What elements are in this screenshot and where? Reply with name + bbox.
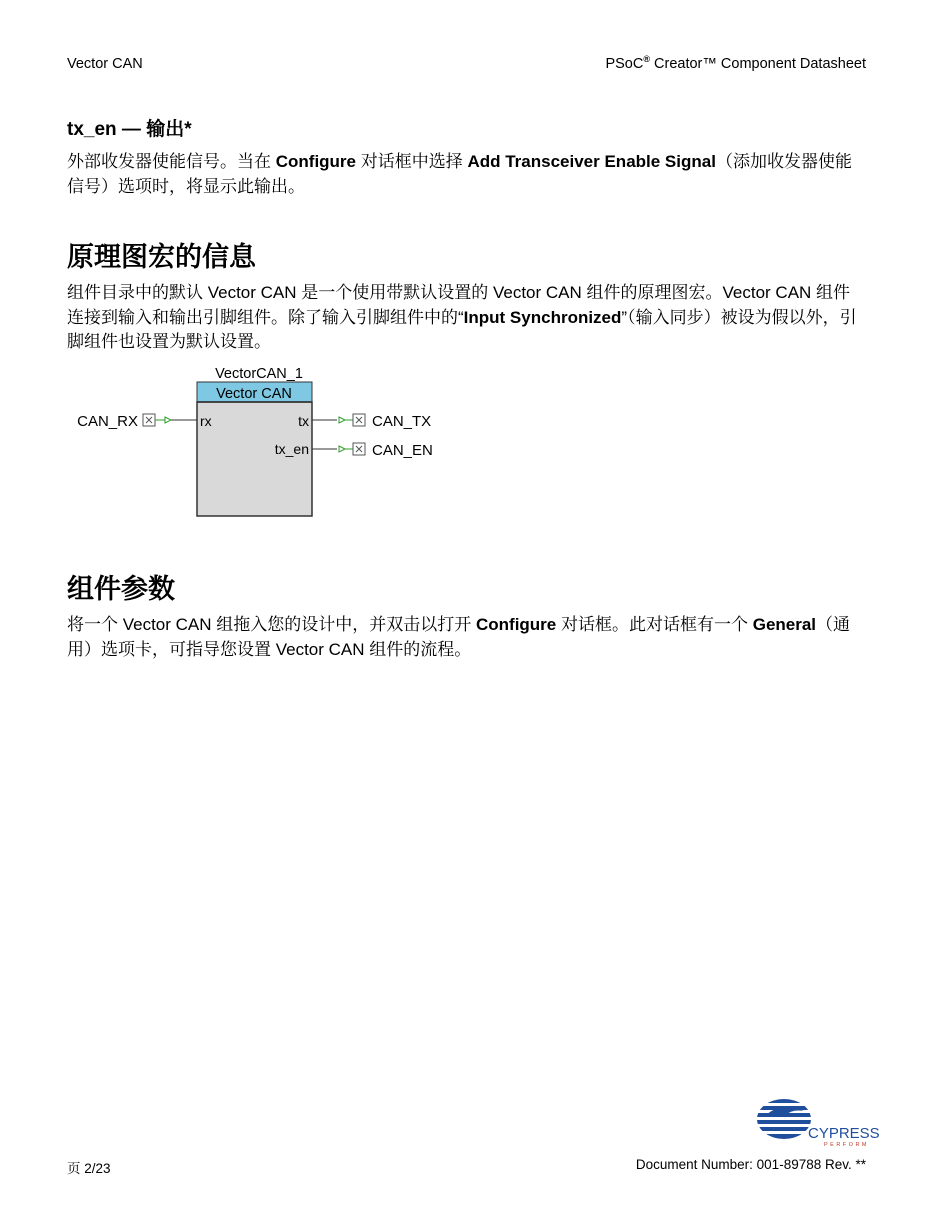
params-text-2: 对话框。此对话框有一个 — [556, 615, 753, 634]
params-text-3: （通用）选项卡，可指导您设置 Vector CAN 组件的流程。 — [67, 615, 851, 659]
cypress-logo-name: CYPRESS — [808, 1125, 880, 1142]
arrow-icon — [165, 417, 171, 423]
port-can-rx: CAN_RX — [77, 413, 138, 430]
instance-name: VectorCAN_1 — [215, 366, 303, 382]
macro-text-2: ”（输入同步）被设为假以外，引脚组件也设置为默认设置。 — [67, 307, 857, 351]
txen-bold-configure: Configure — [275, 152, 357, 171]
macro-bold-input-sync: Input Synchronized — [463, 307, 622, 327]
cypress-logo-tagline: PERFORM — [824, 1142, 869, 1148]
txen-heading: tx_en — 输出* — [67, 119, 192, 140]
arrow-icon — [339, 446, 345, 452]
port-can-tx: CAN_TX — [372, 413, 432, 430]
pin-tx: tx — [298, 413, 309, 429]
footer-page-number: 页 2/23 — [67, 1161, 111, 1176]
pin-rx: rx — [200, 413, 212, 429]
input-pin-icon — [143, 414, 155, 426]
arrow-icon — [339, 417, 345, 423]
txen-text-1: 外部收发器使能信号。当在 — [67, 152, 276, 171]
txen-text-2: 对话框中选择 — [356, 152, 468, 171]
cypress-globe-icon — [756, 1099, 812, 1139]
component-body — [197, 402, 312, 516]
params-text-1: 将一个 Vector CAN 组拖入您的设计中，并双击以打开 — [67, 615, 476, 634]
component-name: Vector CAN — [216, 386, 292, 402]
params-bold-configure: Configure — [475, 615, 557, 634]
macro-text-1: 组件目录中的默认 Vector CAN 是一个使用带默认设置的 Vector CAN 组件的原理图宏。Vector CAN 组件连接到输入和输出引脚组件。除了输入引脚组件中的“ — [67, 283, 851, 327]
params-paragraph — [67, 613, 857, 662]
cypress-logo — [752, 1093, 880, 1149]
txen-bold-option: Add Transceiver Enable Signal — [467, 152, 716, 171]
registered-mark: ® — [643, 54, 650, 65]
footer-document-number: Document Number: 001-89788 Rev. ** — [635, 1157, 866, 1172]
header-right-suffix: Creator™ Component Datasheet — [650, 56, 866, 72]
txen-paragraph — [67, 150, 857, 199]
header-right — [605, 56, 866, 72]
params-bold-general: General — [752, 615, 817, 634]
schematic-macro-diagram — [60, 362, 460, 524]
header-left: Vector CAN — [67, 56, 143, 72]
port-can-en: CAN_EN — [372, 442, 433, 459]
output-pin-icon — [353, 414, 365, 426]
macro-heading: 原理图宏的信息 — [67, 242, 256, 273]
params-heading: 组件参数 — [67, 574, 175, 605]
macro-paragraph — [67, 281, 857, 355]
txen-text-3: （添加收发器使能信号）选项时，将显示此输出。 — [67, 152, 852, 196]
pin-txen: tx_en — [274, 441, 309, 457]
output-pin-icon — [353, 443, 365, 455]
header-right-prefix: PSoC — [605, 56, 644, 72]
